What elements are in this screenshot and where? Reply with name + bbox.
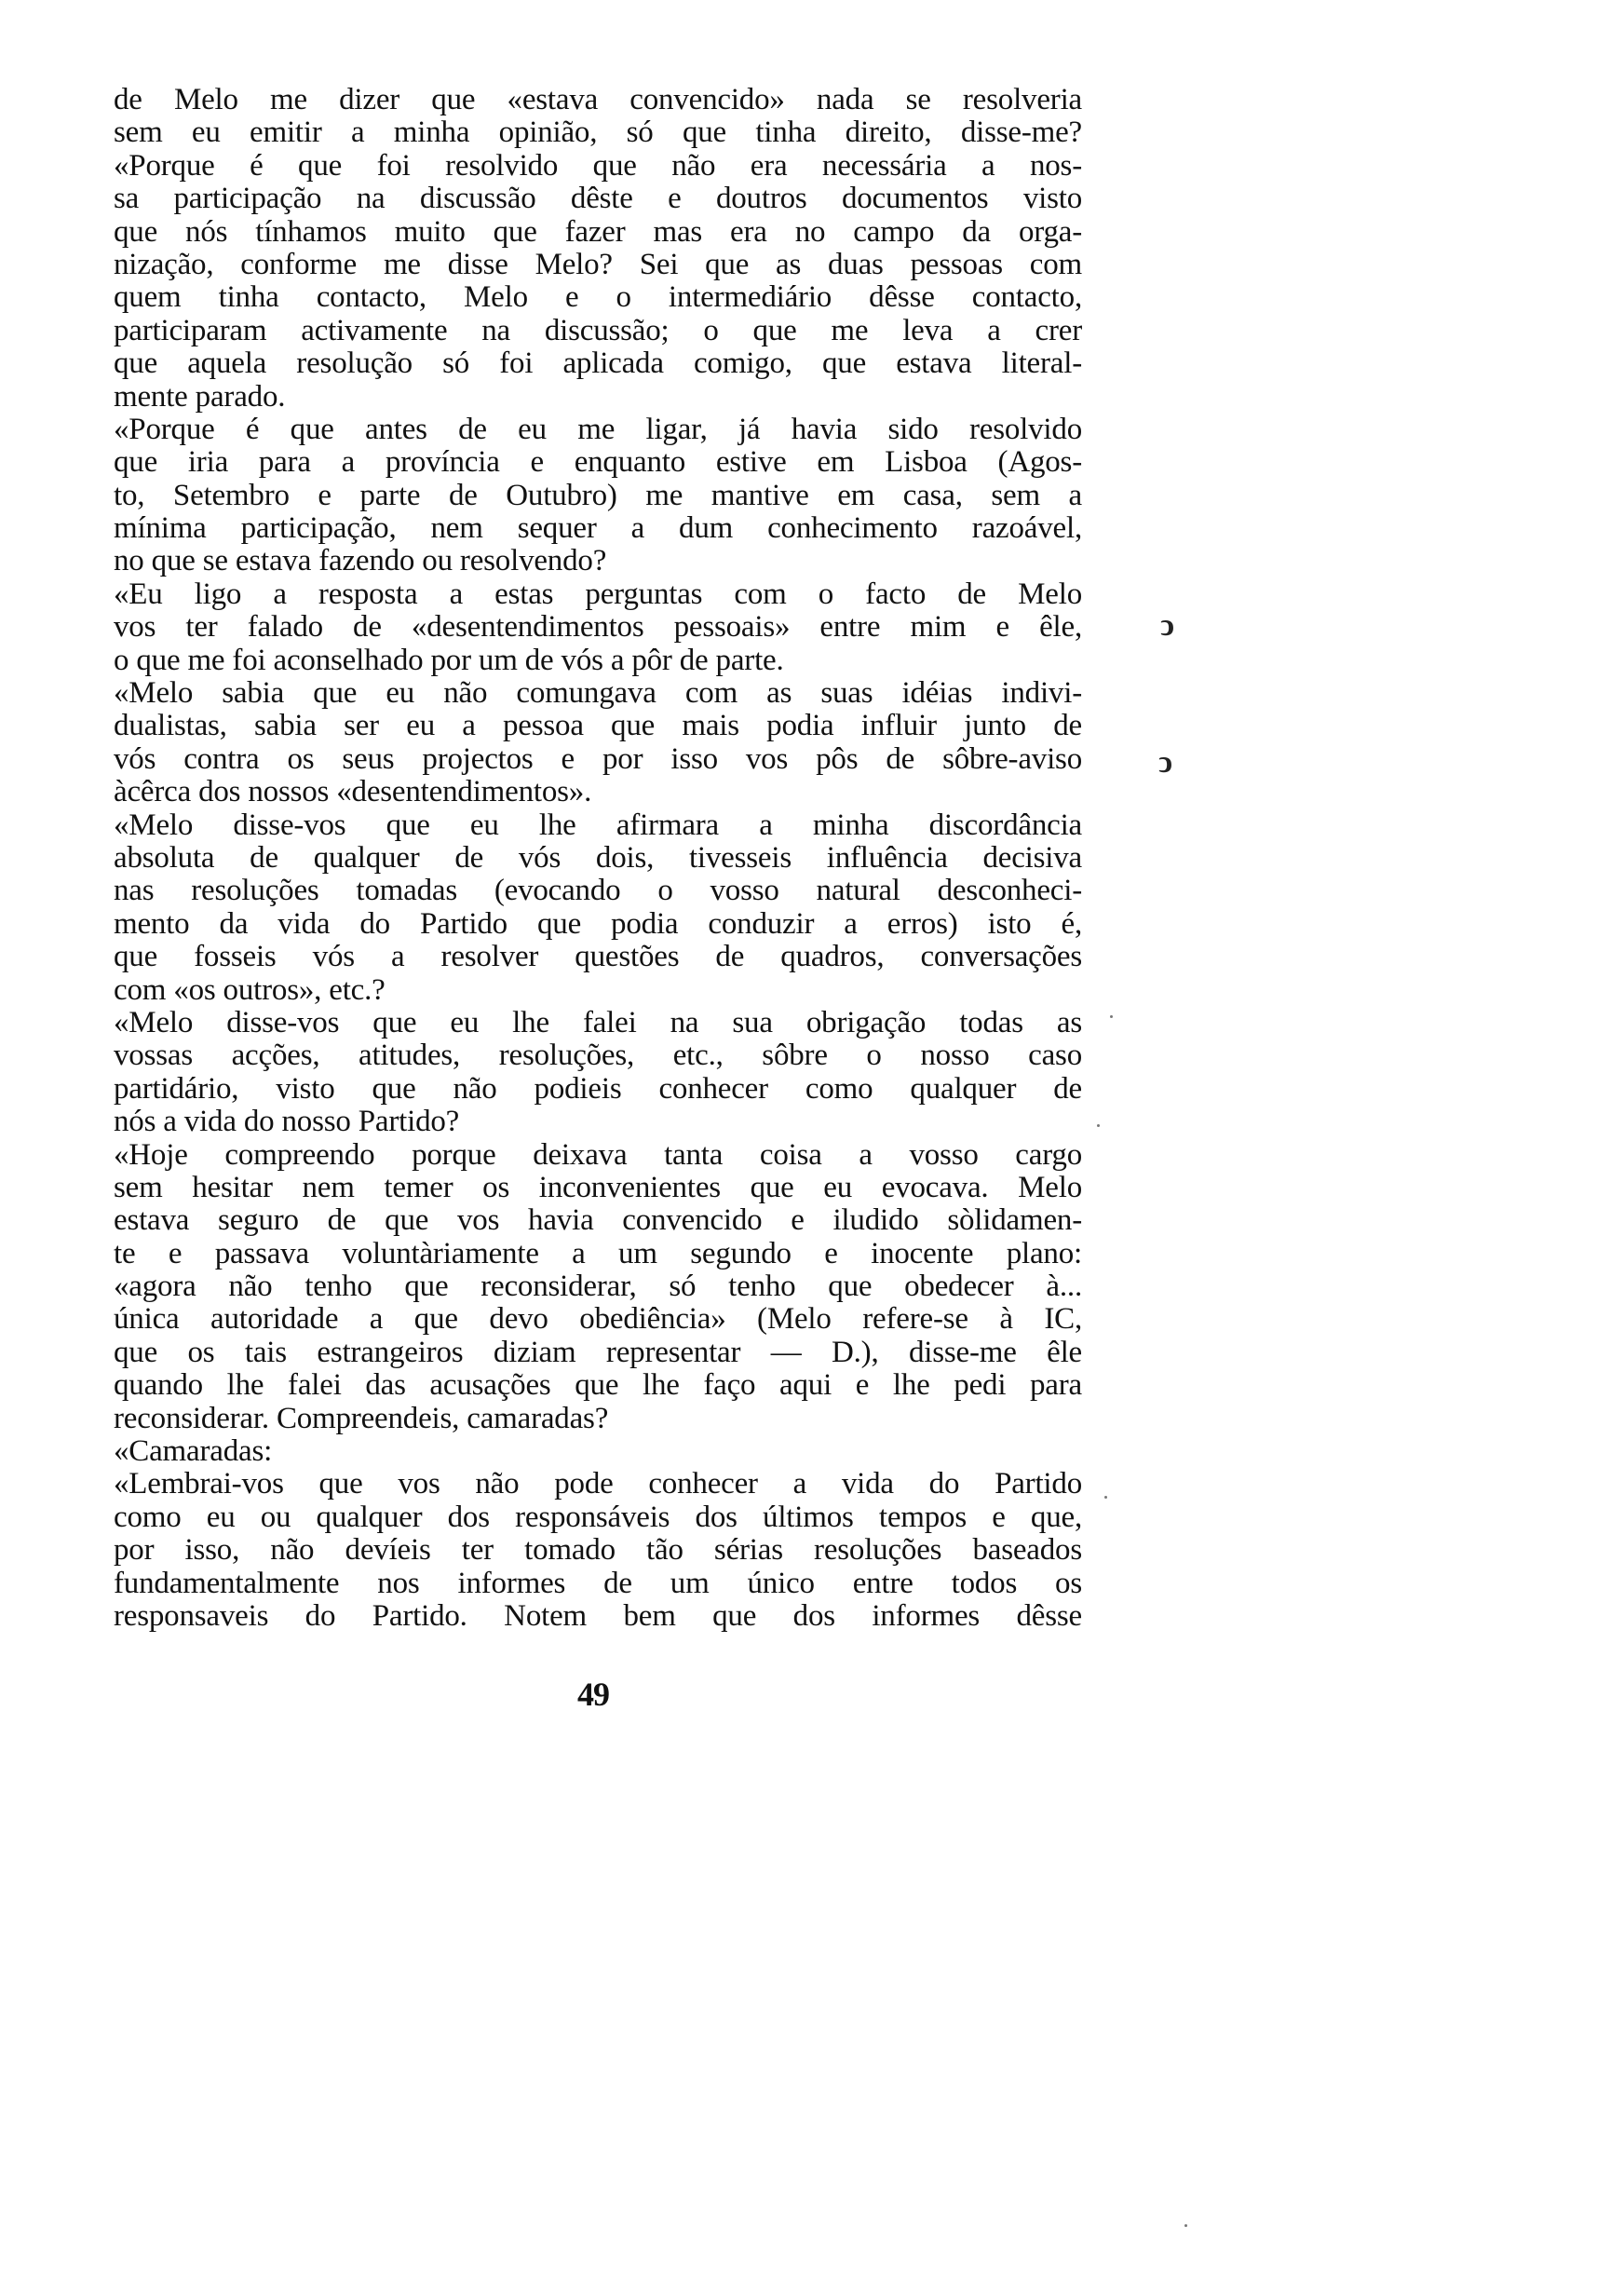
text-line: àcêrca dos nossos «desentendimentos». — [114, 775, 592, 809]
text-line: dualistas, sabia ser eu a pessoa que mais podia influir junto de — [114, 709, 1082, 743]
text-line: que iria para a província e enquanto estive em Lisboa (Agos- — [114, 445, 1082, 480]
text-line: nização, conforme me disse Melo? Sei que as duas pessoas com — [114, 247, 1082, 281]
text-line: «agora não tenho que reconsiderar, só tenho que obedecer à... — [114, 1270, 1082, 1304]
text-line: que nós tínhamos muito que fazer mas era no campo da orga- — [114, 214, 1082, 249]
text-line: que aquela resolução só foi aplicada comigo, que estava literal- — [114, 346, 1082, 381]
text-line: única autoridade a que devo obediência» (Melo refere-se à IC, — [114, 1302, 1082, 1337]
text-line: «Melo disse-vos que eu lhe afirmara a minha discordância — [114, 808, 1082, 842]
text-line: nós a vida do nosso Partido? — [114, 1105, 460, 1139]
text-line: sa participação na discussão dêste e doutros documentos visto — [114, 182, 1082, 216]
text-line: nas resoluções tomadas (evocando o vosso natural desconheci- — [114, 874, 1082, 908]
text-line: que fosseis vós a resolver questões de quadros, conversações — [114, 940, 1082, 974]
text-line: por isso, não devíeis ter tomado tão sérias resoluções baseados — [114, 1533, 1082, 1568]
text-line: estava seguro de que vos havia convencido e iludido sòlidamen- — [114, 1203, 1082, 1238]
text-line: absoluta de qualquer de vós dois, tivesseis influência decisiva — [114, 840, 1082, 875]
text-line: quando lhe falei das acusações que lhe faço aqui e lhe pedi para — [114, 1368, 1082, 1403]
text-line: «Melo sabia que eu não comungava com as suas idéias indivi- — [114, 676, 1082, 711]
text-line: «Lembrai-vos que vos não pode conhecer a vida do Partido — [114, 1467, 1082, 1501]
text-line: o que me foi aconselhado por um de vós a pôr de parte. — [114, 643, 784, 677]
text-line: te e passava voluntàriamente a um segundo e inocente plano: — [114, 1236, 1082, 1270]
text-line: com «os outros», etc.? — [114, 972, 386, 1007]
text-line: mente parado. — [114, 379, 286, 414]
scan-speck — [1097, 1124, 1100, 1127]
text-line: reconsiderar. Compreendeis, camaradas? — [114, 1401, 609, 1435]
text-line: como eu ou qualquer dos responsáveis dos últimos tempos e que, — [114, 1500, 1082, 1534]
text-line: to, Setembro e parte de Outubro) me mantive em casa, sem a — [114, 478, 1082, 512]
margin-mark: ↄ — [1158, 745, 1173, 780]
text-line: responsaveis do Partido. Notem bem que dos informes dêsse — [114, 1598, 1082, 1633]
text-line: «Porque é que foi resolvido que não era necessária a nos- — [114, 148, 1082, 183]
text-line: «Hoje compreendo porque deixava tanta coisa a vosso cargo — [114, 1137, 1082, 1172]
text-line: sem eu emitir a minha opinião, só que tinha direito, disse-me? — [114, 115, 1082, 150]
scan-speck — [1104, 1496, 1107, 1499]
body-text — [114, 84, 1082, 1633]
text-line: que os tais estrangeiros diziam representar — D.), disse-me êle — [114, 1335, 1082, 1369]
scan-speck — [1110, 1015, 1113, 1018]
text-line: mento da vida do Partido que podia conduzir a erros) isto é, — [114, 906, 1082, 941]
text-line: mínima participação, nem sequer a dum conhecimento razoável, — [114, 511, 1082, 546]
scan-speck — [1184, 2224, 1187, 2227]
text-line: fundamentalmente nos informes de um único entre todos os — [114, 1566, 1082, 1600]
text-line: quem tinha contacto, Melo e o intermediário dêsse contacto, — [114, 280, 1082, 315]
text-line: «Eu ligo a resposta a estas perguntas com o facto de Melo — [114, 577, 1082, 611]
text-line: vós contra os seus projectos e por isso vos pôs de sôbre-aviso — [114, 741, 1082, 776]
text-line: de Melo me dizer que «estava convencido» nada se resolveria — [114, 83, 1082, 116]
text-line: «Porque é que antes de eu me ligar, já havia sido resolvido — [114, 412, 1082, 446]
text-line: vos ter falado de «desentendimentos pessoais» entre mim e êle, — [114, 610, 1082, 645]
margin-mark: ↄ — [1160, 608, 1175, 643]
text-line: «Melo disse-vos que eu lhe falei na sua obrigação todas as — [114, 1005, 1082, 1039]
text-line: partidário, visto que não podieis conhecer como qualquer de — [114, 1071, 1082, 1106]
page-number: 49 — [577, 1676, 609, 1713]
text-line: participaram activamente na discussão; o que me leva a crer — [114, 313, 1082, 347]
text-line: «Camaradas: — [114, 1434, 273, 1469]
text-line: sem hesitar nem temer os inconvenientes que eu evocava. Melo — [114, 1170, 1082, 1204]
text-line: vossas acções, atitudes, resoluções, etc., sôbre o nosso caso — [114, 1039, 1082, 1073]
text-line: no que se estava fazendo ou resolvendo? — [114, 544, 607, 578]
